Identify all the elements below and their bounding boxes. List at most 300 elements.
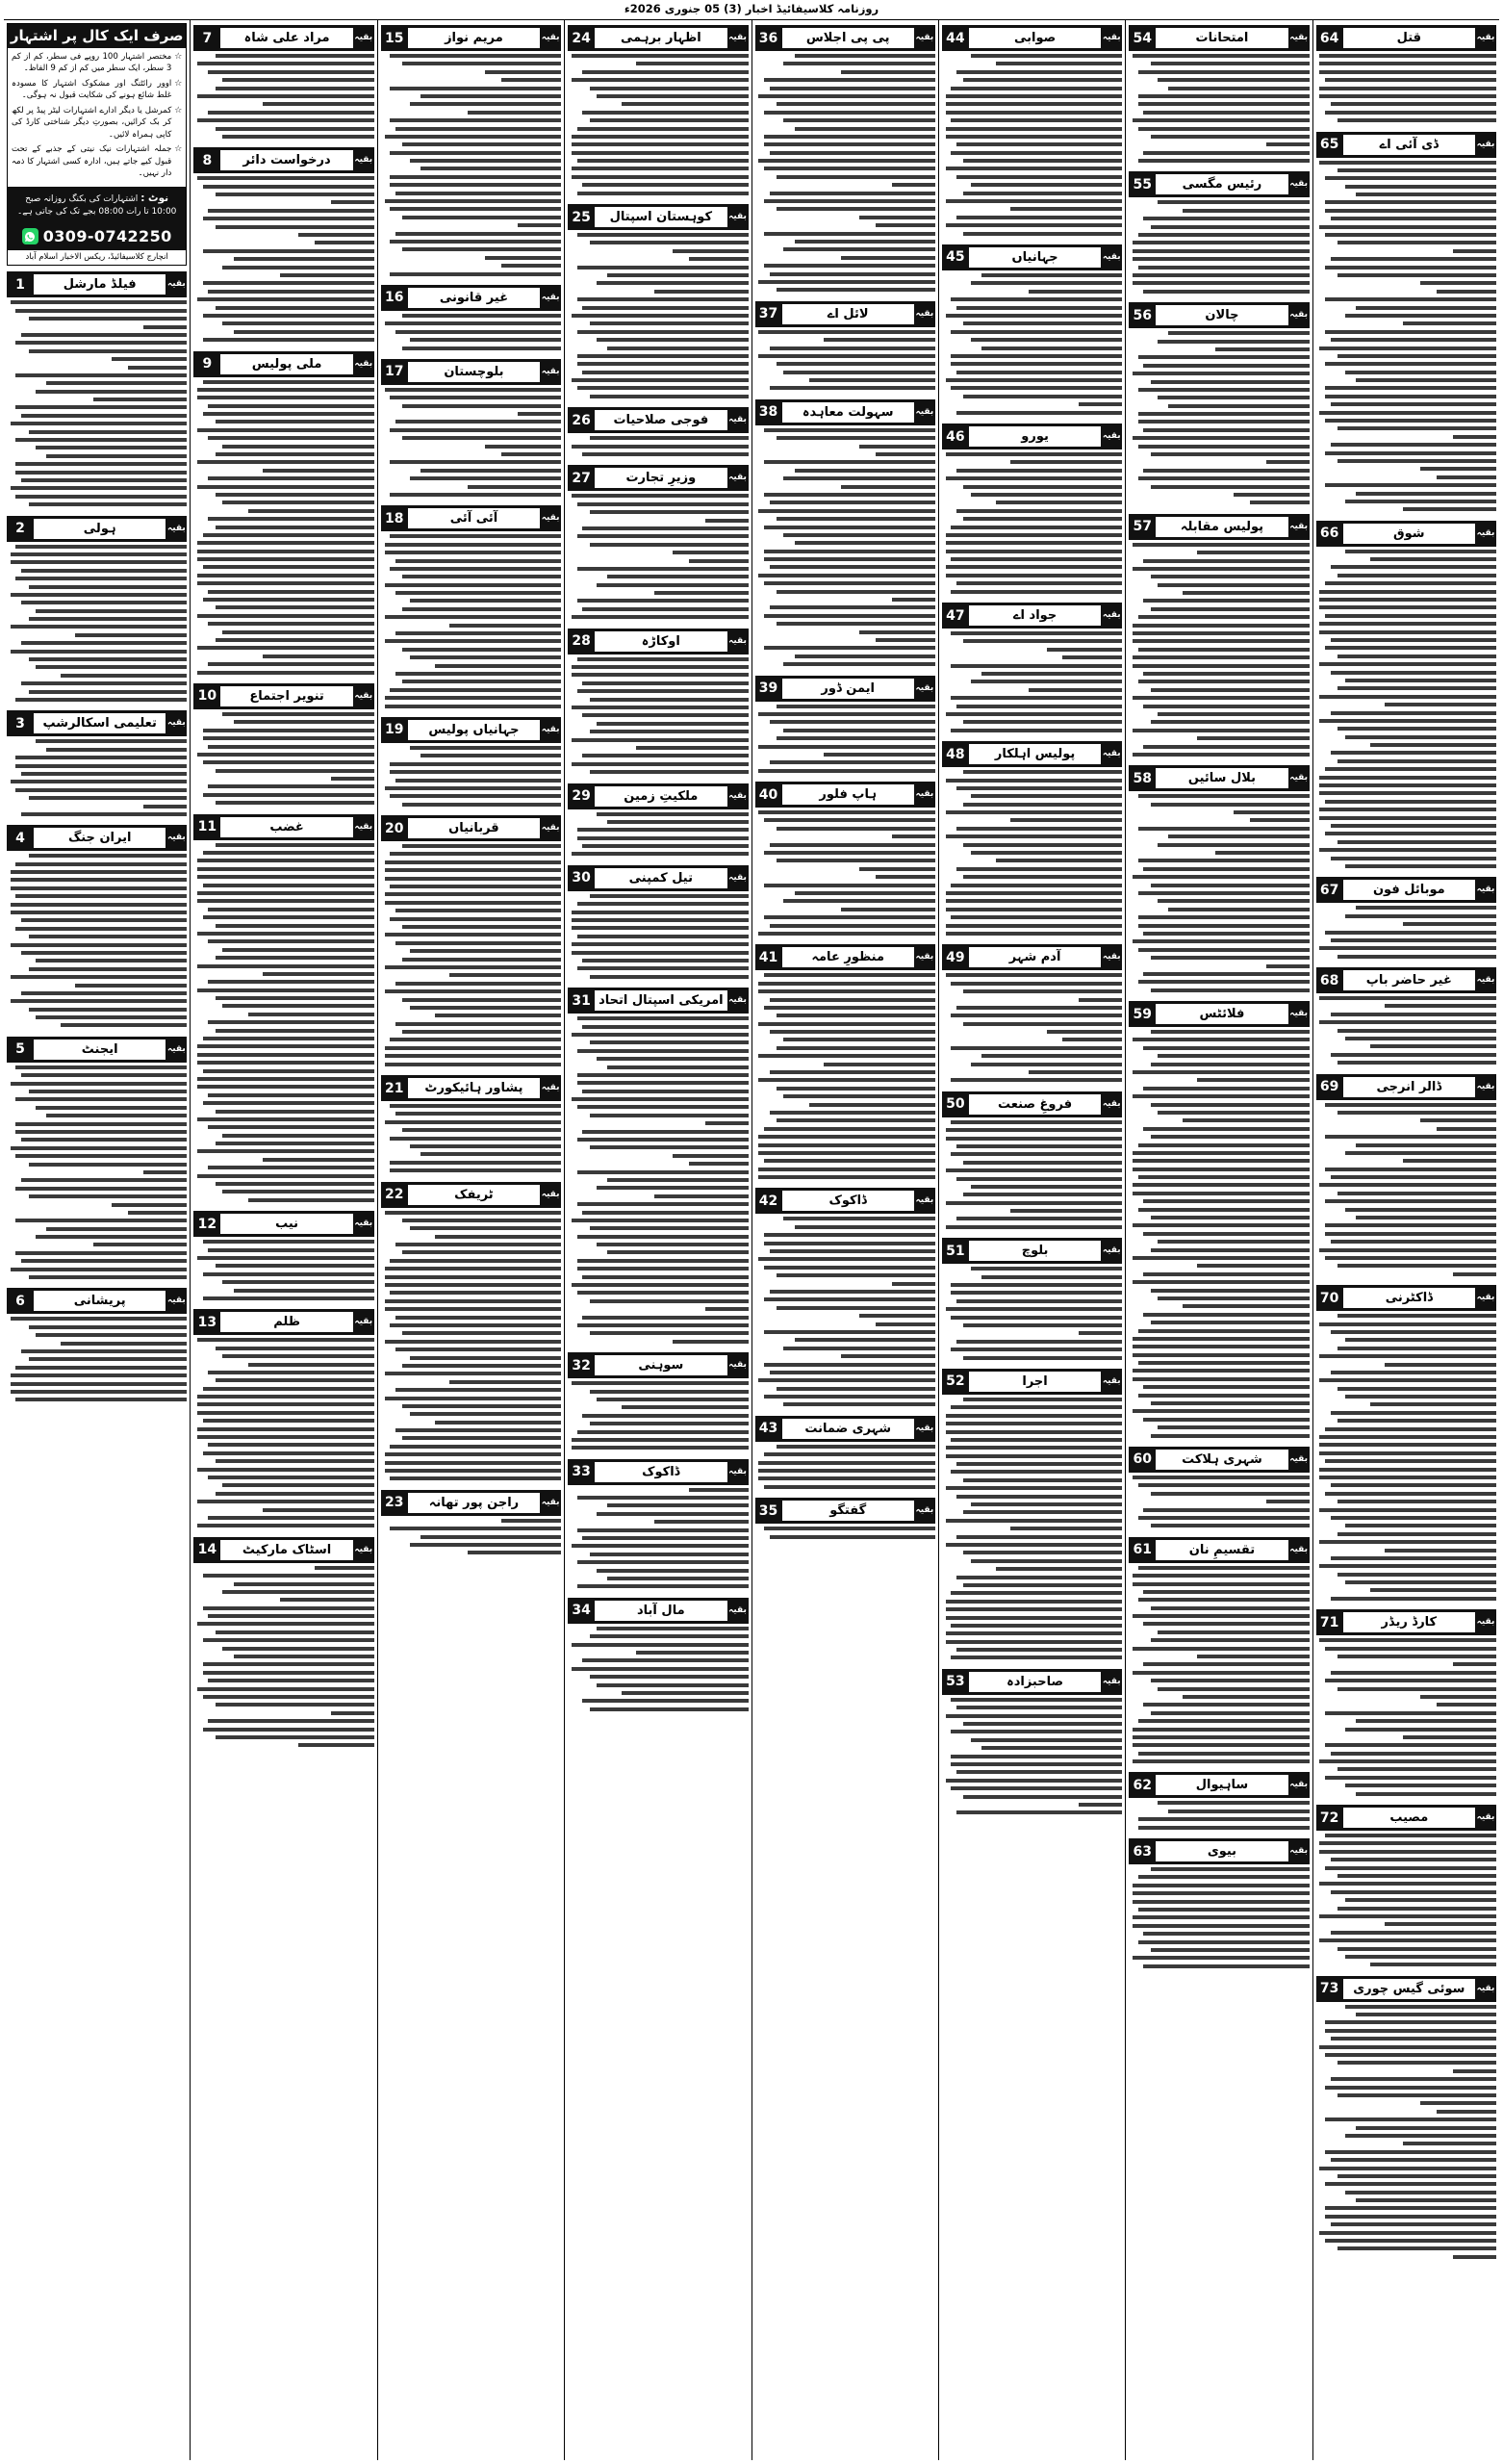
- body-text-line: [795, 541, 935, 545]
- body-text-line: [597, 1627, 748, 1630]
- body-text-line: [1138, 388, 1310, 392]
- article-header[interactable]: [7, 271, 187, 297]
- body-text-line: [402, 925, 561, 929]
- body-text-line: [1010, 818, 1122, 822]
- body-text-line: [783, 1402, 934, 1406]
- body-text-line: [758, 1175, 935, 1179]
- body-text-line: [1133, 1671, 1310, 1675]
- body-text-line: [203, 598, 374, 602]
- body-text-line: [1325, 1679, 1496, 1682]
- article-header[interactable]: [1316, 967, 1496, 993]
- body-text-line: [216, 843, 374, 847]
- body-text-line: [636, 746, 748, 750]
- article-header[interactable]: [568, 988, 748, 1014]
- body-text-line: [758, 94, 935, 98]
- body-text-line: [216, 225, 374, 229]
- article-header[interactable]: [193, 814, 373, 840]
- body-text-line: [11, 1382, 188, 1386]
- article-number-badge: 72: [1319, 1810, 1339, 1826]
- advert-phone-row[interactable]: [8, 224, 186, 249]
- article-header[interactable]: [7, 825, 187, 851]
- body-text-line: [1234, 493, 1310, 497]
- body-text-line: [1143, 1199, 1309, 1203]
- article-header[interactable]: [568, 1352, 748, 1378]
- body-text-line: [208, 745, 373, 749]
- article-title: بلال سائیں: [1156, 768, 1287, 788]
- article-header[interactable]: [381, 25, 561, 51]
- article-title: کوہستان اسپتال: [595, 207, 726, 227]
- body-text-line: [1151, 1321, 1310, 1324]
- body-text-line: [1403, 507, 1496, 511]
- body-text-line: [577, 233, 749, 237]
- body-text-line: [758, 810, 935, 814]
- body-text-line: [1029, 290, 1122, 294]
- article-header[interactable]: [755, 676, 935, 702]
- body-text-line: [1331, 1556, 1496, 1560]
- article-header[interactable]: [1129, 1001, 1309, 1027]
- body-text-line: [597, 722, 748, 726]
- body-text-line: [385, 1372, 562, 1375]
- body-text-line: [764, 526, 935, 529]
- body-text-line: [946, 810, 1123, 814]
- body-text-line: [783, 1038, 934, 1041]
- body-text-line: [1143, 151, 1309, 155]
- article-header[interactable]: [942, 424, 1122, 449]
- body-text-line: [1325, 1711, 1496, 1715]
- advert-rule: [12, 78, 182, 102]
- body-text-line: [1325, 832, 1496, 835]
- body-text-line: [572, 852, 749, 856]
- body-text-line: [1133, 1280, 1310, 1284]
- body-text-line: [222, 1647, 373, 1651]
- body-text-line: [577, 1267, 749, 1270]
- body-text-line: [577, 836, 749, 840]
- body-text-line: [1151, 1948, 1310, 1952]
- body-text-line: [15, 309, 187, 313]
- body-text-line: [1337, 2093, 1496, 2097]
- body-text-line: [203, 884, 374, 887]
- body-text-line: [971, 794, 1122, 798]
- article-header[interactable]: [193, 351, 373, 377]
- body-text-line: [946, 1631, 1123, 1635]
- body-text-line: [1143, 1662, 1309, 1666]
- article-body: [1316, 995, 1496, 1071]
- body-text-line: [577, 192, 749, 195]
- body-text-line: [764, 557, 935, 561]
- article-header[interactable]: [1316, 1074, 1496, 1100]
- body-text-line: [673, 1154, 749, 1158]
- body-text-line: [1143, 1046, 1309, 1050]
- article-header[interactable]: [381, 359, 561, 385]
- article-header[interactable]: [1316, 1285, 1496, 1311]
- article-header[interactable]: [7, 710, 187, 736]
- article-header[interactable]: [568, 407, 748, 433]
- article-body: [1316, 1833, 1496, 1973]
- article-header[interactable]: [381, 1182, 561, 1208]
- body-text-line: [1325, 2118, 1496, 2121]
- article-header[interactable]: [1129, 1447, 1309, 1473]
- body-text-line: [216, 1182, 374, 1186]
- article-header[interactable]: [1129, 1838, 1309, 1864]
- article-body: [381, 53, 561, 282]
- body-text-line: [216, 54, 374, 58]
- article-header[interactable]: [755, 399, 935, 425]
- article-header[interactable]: [942, 25, 1122, 51]
- article-header[interactable]: [381, 1075, 561, 1101]
- body-text-line: [946, 1600, 1123, 1604]
- body-text-line: [11, 300, 188, 304]
- article-header[interactable]: [942, 1669, 1122, 1695]
- body-text-line: [956, 1006, 1122, 1010]
- body-text-line: [208, 1248, 373, 1252]
- body-text-line: [1183, 591, 1309, 595]
- article-body: [193, 842, 373, 1209]
- continued-label: بقیہ: [541, 1497, 560, 1507]
- body-text-line: [402, 1364, 561, 1368]
- article-title: تعلیمی اسکالرشپ: [34, 713, 166, 733]
- body-text-line: [572, 167, 749, 170]
- article-header[interactable]: [1316, 1609, 1496, 1635]
- body-text-line: [1337, 426, 1496, 430]
- body-text-line: [764, 550, 935, 553]
- article-header[interactable]: [7, 516, 187, 542]
- body-text-line: [597, 281, 748, 285]
- article-header[interactable]: [1129, 302, 1309, 328]
- body-text-line: [777, 517, 935, 521]
- article-number-badge: 13: [197, 1314, 217, 1330]
- body-text-line: [1143, 1087, 1309, 1091]
- body-text-line: [607, 346, 748, 350]
- body-text-line: [29, 585, 188, 589]
- article-title: ڈی آئی اے: [1343, 135, 1475, 155]
- continued-label: بقیہ: [915, 789, 934, 800]
- body-text-line: [971, 281, 1122, 285]
- body-text-line: [1385, 1004, 1496, 1008]
- body-text-line: [222, 1134, 373, 1138]
- body-text-line: [758, 1469, 935, 1473]
- article-header[interactable]: [568, 1459, 748, 1485]
- body-text-line: [197, 964, 374, 968]
- continued-label: بقیہ: [1289, 773, 1309, 783]
- article-header[interactable]: [1129, 25, 1309, 51]
- body-text-line: [597, 1398, 748, 1401]
- article-number-badge: 10: [197, 688, 217, 705]
- article-header[interactable]: [942, 741, 1122, 767]
- body-text-line: [21, 1259, 187, 1263]
- article-header[interactable]: [1129, 1772, 1309, 1798]
- body-text-line: [1138, 891, 1310, 895]
- body-text-line: [572, 1643, 749, 1647]
- article-header[interactable]: [755, 1416, 935, 1442]
- body-text-line: [203, 1695, 374, 1699]
- body-text-line: [1133, 664, 1310, 668]
- article-header[interactable]: [568, 204, 748, 230]
- continued-label: بقیہ: [728, 635, 747, 646]
- article-title: درخواست دائر: [220, 150, 352, 170]
- body-text-line: [1325, 2029, 1496, 2033]
- article-header[interactable]: [193, 1211, 373, 1237]
- body-text-line: [21, 812, 187, 816]
- body-text-line: [449, 1380, 561, 1384]
- article-header[interactable]: [1316, 877, 1496, 903]
- body-text-line: [1266, 1500, 1310, 1503]
- article-header[interactable]: [193, 683, 373, 709]
- article-body: [7, 853, 187, 1034]
- body-text-line: [1133, 436, 1310, 440]
- article-header[interactable]: [381, 505, 561, 531]
- body-text-line: [636, 62, 748, 65]
- body-text-line: [1158, 200, 1309, 204]
- body-text-line: [128, 366, 188, 370]
- body-text-line: [1319, 70, 1496, 74]
- continued-label: بقیہ: [541, 292, 560, 302]
- article-header[interactable]: [755, 782, 935, 808]
- body-text-line: [1151, 688, 1310, 692]
- article-title: چالان: [1156, 305, 1287, 325]
- body-text-line: [402, 680, 561, 683]
- body-text-line: [1337, 1655, 1496, 1658]
- body-text-line: [607, 1178, 748, 1182]
- body-text-line: [197, 1053, 374, 1057]
- body-text-line: [11, 422, 188, 425]
- article-header[interactable]: [755, 1498, 935, 1524]
- article-title: تقسیمِ نان: [1156, 1540, 1287, 1560]
- article-header[interactable]: [381, 285, 561, 311]
- body-text-line: [577, 534, 749, 538]
- body-text-line: [1319, 1938, 1496, 1942]
- article-header[interactable]: [7, 1288, 187, 1314]
- body-text-line: [1151, 62, 1310, 65]
- body-text-line: [197, 1395, 374, 1399]
- body-text-line: [1337, 1347, 1496, 1350]
- body-text-line: [777, 622, 935, 626]
- article-header[interactable]: [755, 1188, 935, 1214]
- body-text-line: [1453, 435, 1496, 439]
- body-text-line: [1138, 680, 1310, 683]
- body-text-line: [673, 249, 749, 253]
- article-body: [1129, 1475, 1309, 1534]
- body-text-line: [577, 1016, 749, 1020]
- article-header[interactable]: [942, 944, 1122, 970]
- article-header[interactable]: [1129, 171, 1309, 197]
- body-text-line: [572, 1219, 749, 1222]
- body-text-line: [1319, 2231, 1496, 2235]
- article-header[interactable]: [942, 244, 1122, 270]
- body-text-line: [951, 386, 1122, 390]
- article-header[interactable]: [381, 717, 561, 743]
- body-text-line: [963, 159, 1122, 163]
- article-title: ساہیوال: [1156, 1775, 1287, 1795]
- body-text-line: [577, 657, 749, 661]
- body-text-line: [1133, 1256, 1310, 1260]
- continued-label: بقیہ: [1476, 1983, 1495, 1993]
- body-text-line: [1319, 1638, 1496, 1642]
- body-text-line: [607, 1065, 748, 1069]
- body-text-line: [946, 199, 1123, 203]
- body-text-line: [385, 786, 562, 790]
- body-text-line: [876, 638, 935, 642]
- article-body: [942, 1266, 1122, 1366]
- body-text-line: [582, 1130, 748, 1134]
- body-text-line: [216, 605, 374, 609]
- article-header[interactable]: [755, 944, 935, 970]
- body-text-line: [203, 533, 374, 537]
- advert-phone-number[interactable]: 0309-0742250: [42, 227, 172, 246]
- article-number-badge: 41: [758, 949, 778, 965]
- body-text-line: [1133, 1582, 1310, 1586]
- continued-label: بقیہ: [915, 682, 934, 693]
- article-header[interactable]: [1316, 1805, 1496, 1831]
- body-text-line: [390, 118, 561, 122]
- body-text-line: [1319, 1540, 1496, 1544]
- body-text-line: [577, 1235, 749, 1239]
- article-header[interactable]: [1129, 765, 1309, 791]
- article-number-badge: 25: [572, 209, 591, 225]
- advert-rule-text: جملہ اشتہارات نیک نیتی کے جذبے کے تحت قبول کیے جاتے ہیں، ادارہ کسی اشتہار کا ذمہ دار نہیں۔: [12, 144, 172, 179]
- article-header[interactable]: [1129, 1537, 1309, 1563]
- body-text-line: [1158, 1111, 1309, 1115]
- article-header[interactable]: [1316, 1976, 1496, 2002]
- article-header[interactable]: [942, 1091, 1122, 1117]
- article-body: [381, 843, 561, 1072]
- body-text-line: [203, 1606, 374, 1610]
- body-text-line: [197, 574, 374, 578]
- article-header[interactable]: [1316, 132, 1496, 158]
- article-header[interactable]: [942, 1238, 1122, 1264]
- body-text-line: [1151, 607, 1310, 611]
- body-text-line: [93, 1243, 187, 1246]
- continued-label: بقیہ: [541, 366, 560, 376]
- body-text-line: [390, 852, 561, 856]
- article-header[interactable]: [1129, 514, 1309, 540]
- body-text-line: [1183, 1118, 1309, 1122]
- article-header[interactable]: [381, 1490, 561, 1516]
- advert-rule-text: اوور رائٹنگ اور مشکوک اشتہار کا مسودہ غلط شائع ہونے کی شکایت قبول نہ ہوگی۔: [12, 78, 172, 101]
- body-text-line: [572, 1283, 749, 1287]
- article-header[interactable]: [1316, 521, 1496, 547]
- article-title: سہولت معاہدہ: [782, 402, 914, 423]
- body-text-line: [15, 577, 187, 580]
- article-title: غضب: [220, 817, 352, 837]
- article-header[interactable]: [568, 465, 748, 491]
- article-header[interactable]: [568, 783, 748, 809]
- body-text-line: [1158, 1630, 1309, 1634]
- advert-note-text: اشتہارات کی بکنگ روزانہ صبح 10:00 تا رات 08:00 بجے تک کی جاتی ہے۔: [16, 193, 177, 218]
- article-header[interactable]: [568, 25, 748, 51]
- body-text-line: [1325, 1459, 1496, 1463]
- body-text-line: [951, 1316, 1122, 1320]
- body-text-line: [234, 257, 374, 261]
- article-header[interactable]: [568, 629, 748, 654]
- body-text-line: [29, 657, 188, 661]
- article-header[interactable]: [193, 147, 373, 173]
- body-text-line: [1325, 451, 1496, 455]
- body-text-line: [390, 794, 561, 798]
- article-header[interactable]: [568, 1598, 748, 1624]
- body-text-line: [1319, 1508, 1496, 1512]
- article-header[interactable]: [193, 25, 373, 51]
- body-text-line: [390, 1137, 561, 1141]
- body-text-line: [1345, 550, 1496, 553]
- body-text-line: [770, 1030, 935, 1034]
- article-header[interactable]: [755, 25, 935, 51]
- body-text-line: [143, 805, 187, 808]
- body-text-line: [590, 321, 749, 325]
- body-text-line: [1133, 729, 1310, 732]
- article-body: [568, 656, 748, 781]
- article-header[interactable]: [193, 1309, 373, 1335]
- body-text-line: [572, 911, 749, 914]
- body-text-line: [263, 972, 374, 976]
- article-body: [942, 1397, 1122, 1666]
- article-header[interactable]: [755, 301, 935, 327]
- body-text-line: [390, 885, 561, 888]
- body-text-line: [777, 288, 935, 292]
- body-text-line: [577, 354, 749, 358]
- body-text-line: [390, 272, 561, 276]
- body-text-line: [1319, 662, 1496, 666]
- article-header[interactable]: [568, 865, 748, 891]
- body-text-line: [501, 452, 561, 456]
- article-header[interactable]: [7, 1037, 187, 1063]
- article-header[interactable]: [381, 815, 561, 841]
- body-text-line: [1337, 1573, 1496, 1577]
- article-number-badge: 60: [1133, 1451, 1152, 1468]
- body-text-line: [1138, 1719, 1310, 1723]
- article-header[interactable]: [942, 603, 1122, 629]
- body-text-line: [385, 1063, 562, 1066]
- article-header[interactable]: [193, 1537, 373, 1563]
- body-text-line: [1420, 281, 1496, 285]
- body-text-line: [1138, 859, 1310, 862]
- article-title: اسٹاک مارکیٹ: [220, 1540, 352, 1560]
- article-body: [1316, 905, 1496, 964]
- body-text-line: [572, 314, 749, 318]
- body-text-line: [390, 1445, 561, 1449]
- body-text-line: [1319, 1850, 1496, 1854]
- body-text-line: [1437, 1703, 1496, 1707]
- body-text-line: [1325, 1223, 1496, 1227]
- body-text-line: [1325, 581, 1496, 585]
- body-text-line: [222, 135, 373, 139]
- body-text-line: [197, 859, 374, 862]
- body-text-line: [764, 135, 935, 139]
- body-text-line: [15, 1251, 187, 1255]
- body-text-line: [216, 87, 374, 90]
- body-text-line: [1138, 1394, 1310, 1398]
- body-text-line: [859, 630, 935, 634]
- body-text-line: [385, 860, 562, 864]
- body-text-line: [1356, 2198, 1496, 2202]
- article-number-badge: 36: [758, 30, 778, 46]
- body-text-line: [402, 404, 561, 408]
- body-text-line: [410, 949, 561, 953]
- body-text-line: [1385, 1549, 1496, 1553]
- continued-label: بقیہ: [915, 1195, 934, 1206]
- article-header[interactable]: [942, 1369, 1122, 1395]
- body-text-line: [15, 1154, 187, 1158]
- article-header[interactable]: [1316, 25, 1496, 51]
- body-text-line: [1151, 1867, 1310, 1871]
- advert-panel: [7, 23, 187, 266]
- body-text-line: [29, 1357, 188, 1361]
- body-text-line: [21, 414, 187, 418]
- body-text-line: [385, 989, 562, 993]
- body-text-line: [590, 770, 749, 774]
- body-text-line: [1197, 1264, 1309, 1268]
- body-text-line: [1325, 2150, 1496, 2154]
- body-text-line: [197, 988, 374, 992]
